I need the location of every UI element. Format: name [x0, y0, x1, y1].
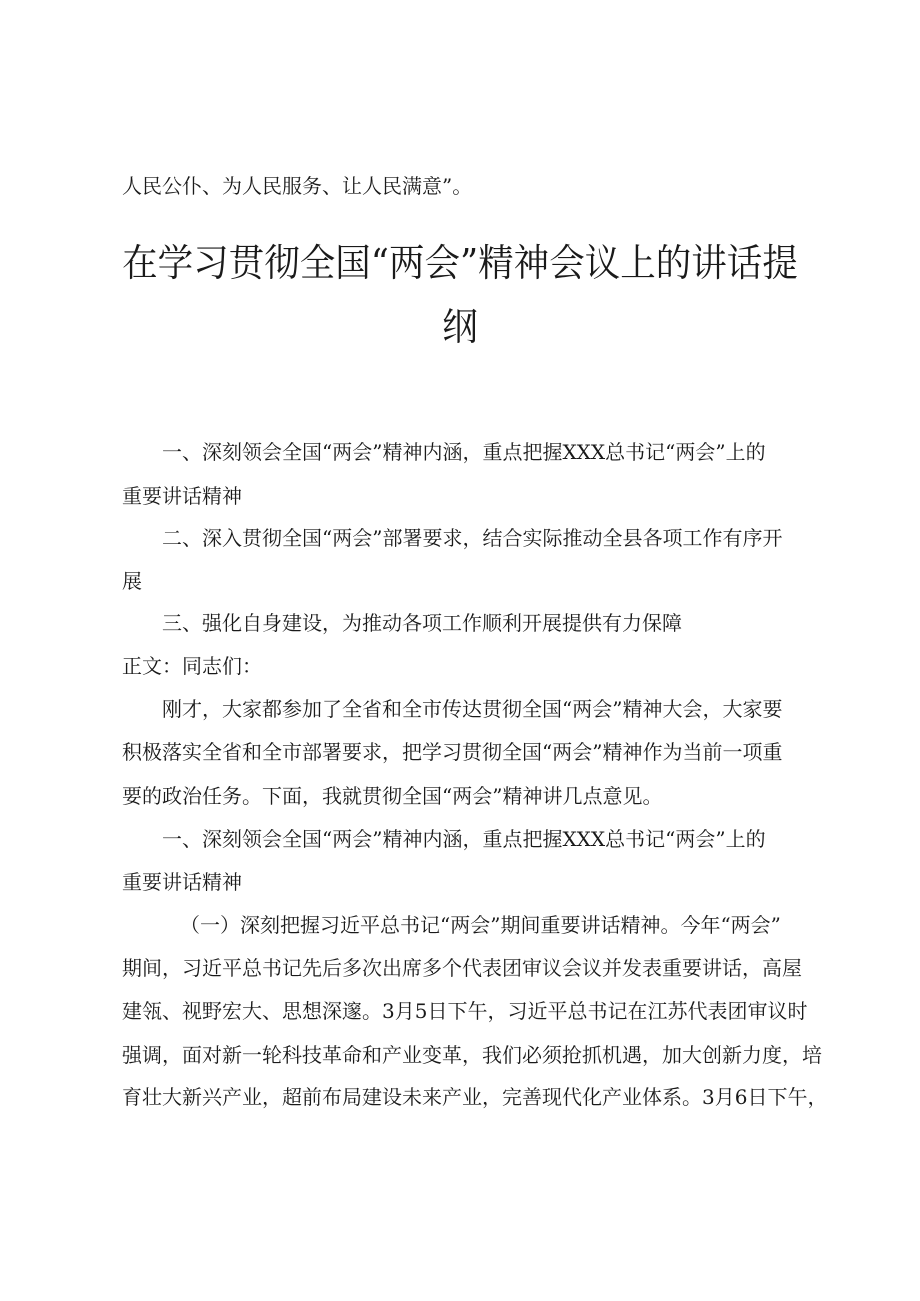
intro-paragraph-line-3: 要的政治任务。下面，我就贯彻全国“两会”精神讲几点意见。	[122, 784, 663, 808]
intro-paragraph-line-2: 积极落实全省和全市部署要求，把学习贯彻全国“两会”精神作为当前一项重	[122, 740, 783, 764]
outline-item-2-cont: 展	[122, 569, 142, 593]
intro-paragraph-line-1: 刚才，大家都参加了全省和全市传达贯彻全国“两会”精神大会，大家要	[162, 697, 783, 721]
subsection-1-line-3: 建瓴、视野宏大、思想深邃。3月5日下午，习近平总书记在江苏代表团审议时	[122, 999, 808, 1023]
document-title-line-1: 在学习贯彻全国“两会”精神会议上的讲话提	[122, 241, 798, 285]
outline-item-2: 二、深入贯彻全国“两会”部署要求，结合实际推动全县各项工作有序开	[162, 526, 783, 550]
subsection-1-line-1: （一）深刻把握习近平总书记“两会”期间重要讲话精神。今年“两会”	[180, 913, 781, 937]
subsection-1-line-4: 强调，面对新一轮科技革命和产业变革，我们必须抢抓机遇，加大创新力度，培	[122, 1043, 822, 1067]
salutation: 正文：同志们：	[122, 654, 262, 678]
outline-item-1-cont: 重要讲话精神	[122, 484, 242, 508]
outline-item-3: 三、强化自身建设，为推动各项工作顺利开展提供有力保障	[162, 611, 682, 635]
section-1-heading-cont: 重要讲话精神	[122, 870, 242, 894]
document-title-line-2: 纲	[442, 305, 478, 349]
outline-item-1: 一、深刻领会全国“两会”精神内涵，重点把握XXX总书记“两会”上的	[162, 440, 766, 464]
subsection-1-line-5: 育壮大新兴产业，超前布局建设未来产业，完善现代化产业体系。3月6日下午，	[122, 1085, 828, 1109]
carryover-text: 人民公仆、为人民服务、让人民满意”。	[122, 174, 473, 198]
section-1-heading: 一、深刻领会全国“两会”精神内涵，重点把握XXX总书记“两会”上的	[162, 827, 766, 851]
subsection-1-line-2: 期间，习近平总书记先后多次出席多个代表团审议会议并发表重要讲话，高屋	[122, 956, 802, 980]
